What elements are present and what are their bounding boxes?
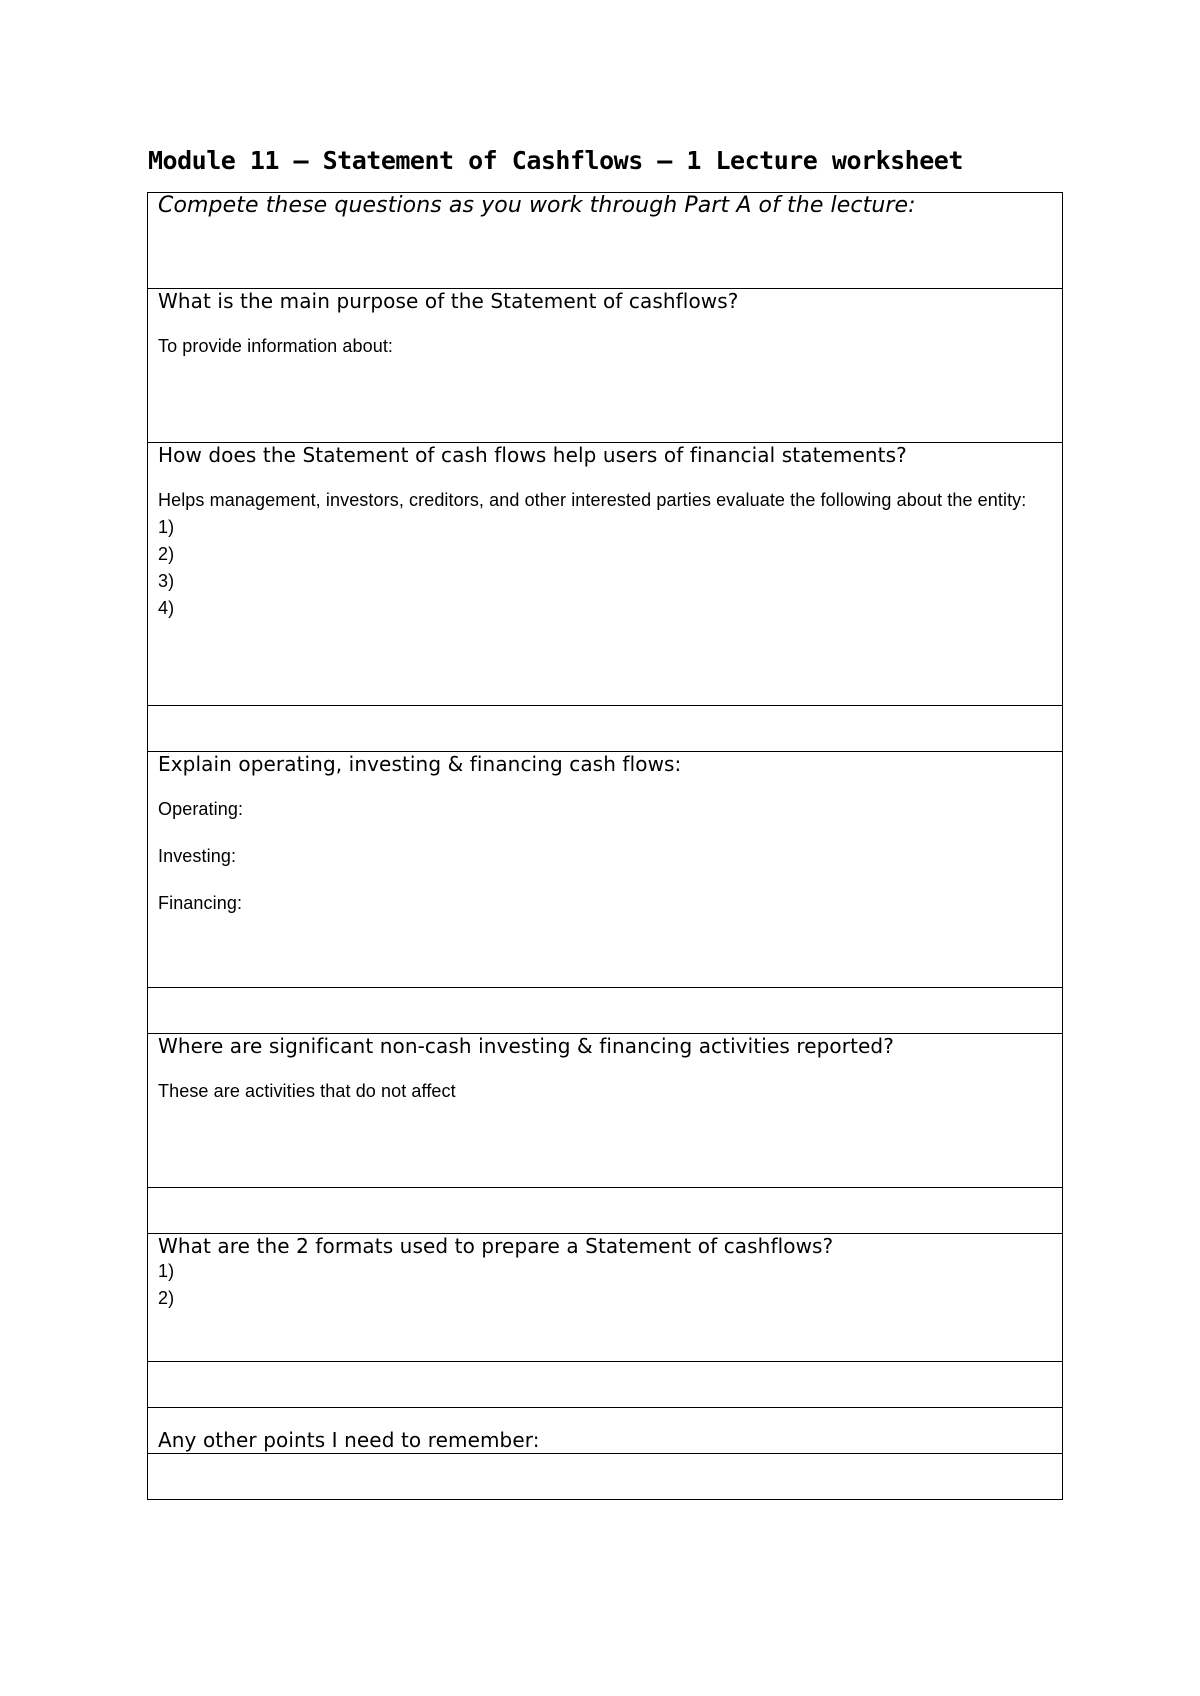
question-cell-activities[interactable] [148,752,1063,988]
question-row-other [148,1408,1063,1454]
answer-prompt: To provide information about: [158,336,394,356]
question-row-users [148,443,1063,706]
question-text: Any other points I need to remember: [158,1428,540,1452]
question-cell-users[interactable] [148,443,1063,706]
question-text: What are the 2 formats used to prepare a Statement of cashflows? [158,1234,834,1258]
blank-answer-row [148,1454,1063,1500]
label-operating: Operating: [158,799,244,819]
question-text: How does the Statement of cash flows help users of financial statements? [158,443,907,467]
blank-answer-row [148,1362,1063,1408]
blank-answer-row [148,988,1063,1034]
answer-prompt: These are activities that do not affect [158,1081,456,1101]
list-item: 4) [158,598,175,618]
question-row-formats [148,1234,1063,1362]
blank-answer-row [148,706,1063,752]
question-row-purpose [148,289,1063,443]
intro-instruction: Compete these questions as you work through Part A of the lecture: [148,193,1063,289]
question-cell-other[interactable] [148,1408,1063,1454]
question-row-activities [148,752,1063,988]
list-item: 2) [158,1288,175,1308]
worksheet-table [147,192,1063,1500]
blank-answer-cell[interactable] [148,988,1063,1034]
label-financing: Financing: [158,893,243,913]
list-item: 1) [158,517,175,537]
question-cell-formats[interactable] [148,1234,1063,1362]
page-title: Module 11 – Statement of Cashflows – 1 Lecture worksheet [148,146,963,175]
blank-answer-row [148,1188,1063,1234]
question-text: What is the main purpose of the Statement of cashflows? [158,289,739,313]
list-item: 2) [158,544,175,564]
question-text: Where are significant non-cash investing & financing activities reported? [158,1034,894,1058]
blank-answer-cell[interactable] [148,706,1063,752]
list-item: 1) [158,1261,175,1281]
blank-answer-cell[interactable] [148,1362,1063,1408]
answer-prompt: Helps management, investors, creditors, and other interested parties evaluate the following about the entity: [158,490,1027,510]
list-item: 3) [158,571,175,591]
question-cell-noncash[interactable] [148,1034,1063,1188]
question-row-noncash [148,1034,1063,1188]
question-cell-purpose[interactable] [148,289,1063,443]
blank-answer-cell[interactable] [148,1188,1063,1234]
question-text: Explain operating, investing & financing cash flows: [158,752,682,776]
label-investing: Investing: [158,846,237,866]
blank-answer-cell[interactable] [148,1454,1063,1500]
intro-row [148,193,1063,289]
